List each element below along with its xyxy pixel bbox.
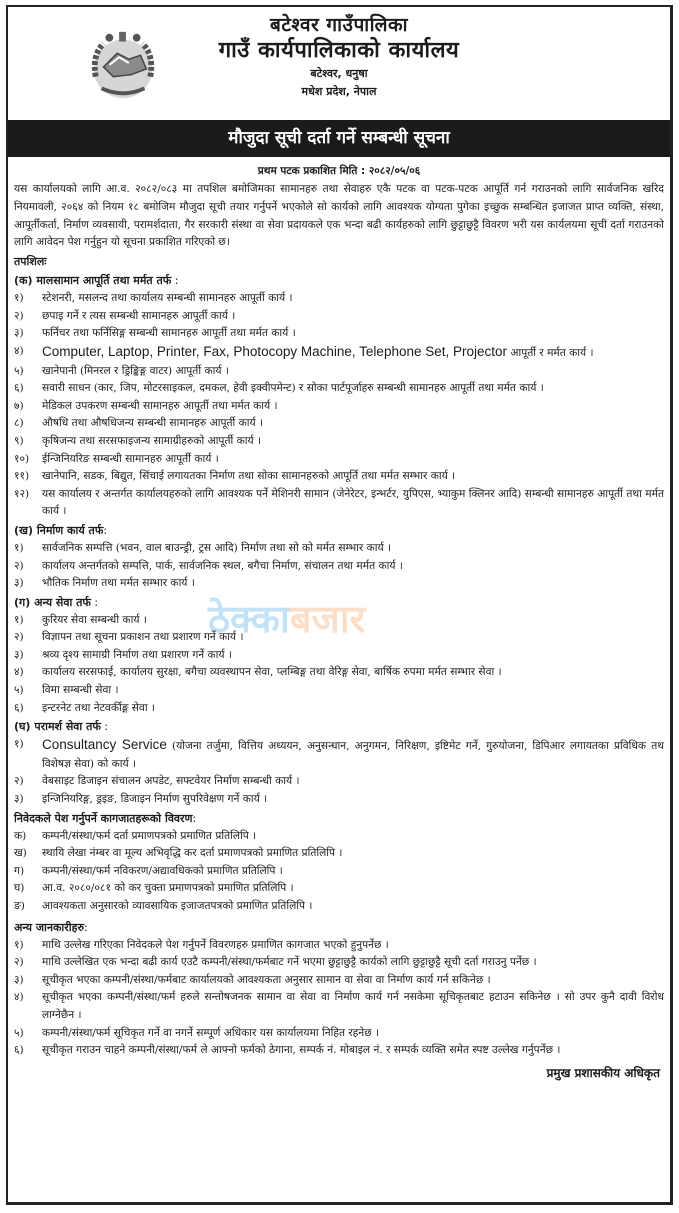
item-number: १): [14, 613, 24, 626]
list-item: [14, 791, 664, 809]
item-text: कम्पनी/संस्था/फर्म नविकरण/अद्यावधिकको प्रमाणित प्रतिलिपि ।: [42, 864, 283, 877]
item-number: ५): [14, 684, 24, 697]
item-text: इन्टरनेट तथा नेटवर्कीङ्ग सेवा ।: [42, 701, 155, 714]
section-heading: [14, 717, 664, 736]
item-text: खानेपानि, सडक, बिद्युत, सिंचाई लगायतका निर्माण तथा सोका सामानहरुको आपूर्ति तथा मर्मत सम्भार कार्य ।: [42, 470, 456, 483]
list-item: [14, 308, 664, 326]
item-number: १०): [14, 452, 30, 465]
item-text: स्टेशनरी, मसलन्द तथा कार्यालय सम्बन्धी सामानहरु आपूर्ती कार्य ।: [42, 292, 293, 305]
section-heading-colon: :: [103, 523, 108, 537]
watermark-part2: बजार: [289, 597, 366, 641]
item-nepali-text: आपूर्ती र मर्मत कार्य ।: [507, 346, 594, 359]
item-text: विमा सम्बन्धी सेवा ।: [42, 684, 119, 697]
item-text: मेडिकल उपकरण सम्बन्धी सामानहरु आपूर्ती तथा मर्मत कार्य ।: [42, 399, 278, 412]
public-notice: [6, 5, 673, 1205]
notice-header: [8, 7, 670, 120]
section-heading-colon: :: [171, 274, 179, 288]
list-item: [14, 558, 664, 576]
item-number: २): [14, 956, 24, 969]
item-text: ईन्जिनियरिङ सम्बन्धी सामानहरु आपूर्ती कार्य ।: [42, 452, 219, 465]
item-number: २): [14, 559, 24, 572]
item-number: ३): [14, 327, 24, 340]
list-item: [14, 363, 664, 381]
section-heading: [14, 521, 664, 540]
item-number: क): [14, 829, 27, 842]
item-number: १): [14, 292, 24, 305]
item-text: श्रव्य दृश्य सामाग्री निर्माण तथा प्रशारण गर्ने कार्य ।: [42, 648, 232, 661]
item-text: आ.व. २०८०/०८१ को कर चुक्ता प्रमाणपत्रको प्रमाणित प्रतिलिपि ।: [42, 882, 294, 895]
item-number: ५): [14, 364, 24, 377]
item-text: स्थायि लेखा नंम्बर वा मूल्य अभिवृद्धि कर दर्ता प्रमाणपत्रको प्रमाणित प्रतिलिपि ।: [42, 847, 343, 860]
item-number: ३): [14, 973, 24, 986]
item-number: २): [14, 631, 24, 644]
item-number: ९): [14, 434, 24, 447]
section-heading-text: (क) मालसामान आपूर्ति तथा मर्मत तर्फ: [14, 274, 172, 288]
item-number: ग): [14, 864, 25, 877]
item-text: कम्पनी/संस्था/फर्म सूचिकृत गर्ने वा नगर्ने सम्पूर्ण अधिकार यस कार्यालयमा निहित रहनेछ ।: [42, 1026, 379, 1039]
publication-date: प्रथम पटक प्रकाशित मिति : २०८२/०५/०६: [257, 165, 421, 177]
list-item: [14, 629, 664, 647]
list-item: [14, 575, 664, 593]
office-name: गाउँ कार्यपालिकाको कार्यालय: [218, 38, 460, 63]
item-number: ६): [14, 701, 24, 714]
section-heading-text: (घ) परामर्श सेवा तर्फ: [14, 720, 101, 734]
item-text: भौतिक निर्माण तथा मर्मत सम्भार कार्य ।: [42, 577, 195, 590]
list-item: [14, 664, 664, 682]
documents-list: [14, 828, 664, 916]
item-number: ३): [14, 793, 24, 806]
item-number: ङ): [14, 900, 25, 912]
section-heading-colon: :: [100, 720, 109, 734]
section-list: [14, 612, 664, 718]
list-item: [14, 937, 664, 955]
list-item: [14, 290, 664, 308]
item-text: औषधि तथा औषधिजन्य सम्बन्धी सामानहरु आपूर्ती कार्य ।: [42, 417, 264, 430]
other-info-heading-text: अन्य जानकारीहरु: [14, 920, 85, 934]
section-heading: [14, 593, 664, 612]
list-item: [14, 972, 664, 990]
section-heading-text: (ख) निर्माण कार्य तर्फ: [14, 523, 104, 537]
item-number: ७): [14, 399, 24, 412]
item-text: सवारी साधन (कार, जिप, मोटरसाइकल, दमकल, हेवी इक्वीपमेन्ट) र सोका पार्टपूर्जाहरु सम्बन्धी सामानहरु आपूर्ती तथा मर्मत कार्य ।: [42, 382, 544, 395]
item-text: कुरियर सेवा सम्बन्धी कार्य ।: [42, 613, 147, 626]
list-item: [14, 898, 664, 916]
item-text: विज्ञापन तथा सूचना प्रकाशन तथा प्रशारण गर्ने कार्य ।: [42, 631, 244, 644]
list-item: [14, 540, 664, 558]
item-number: १): [14, 738, 24, 751]
list-item: [14, 863, 664, 881]
item-number: ३): [14, 577, 24, 590]
documents-heading-text: निवेदकले पेश गर्नुपर्ने कागजातहरूको विवरण: [14, 811, 193, 825]
item-number: ११): [14, 470, 30, 483]
list-item: [14, 647, 664, 665]
schedule-sections: [14, 271, 664, 808]
watermark-part1: ठेक्का: [208, 597, 290, 641]
section-heading: [14, 271, 664, 290]
other-info-heading: [14, 918, 664, 937]
address-district: बटेश्वर, धनुषा: [310, 67, 368, 80]
notice-body: [8, 157, 670, 1084]
item-number: ६): [14, 382, 24, 395]
item-number: २): [14, 309, 24, 322]
section-heading-text: (ग) अन्य सेवा तर्फ: [14, 595, 91, 609]
list-item: [14, 989, 664, 1024]
documents-heading-colon: :: [192, 811, 197, 825]
section-list: [14, 736, 664, 808]
other-info-list: [14, 937, 664, 1060]
item-number: ४): [14, 991, 24, 1004]
item-number: २): [14, 775, 24, 788]
list-item: [14, 682, 664, 700]
item-number: १): [14, 541, 24, 554]
list-item: [14, 380, 664, 398]
item-text: कार्यालय अन्तर्गतको सम्पत्ति, पार्क, सार्वजनिक स्थल, बगैचा निर्माण, संचालन तथा मर्मत कार्य ।: [42, 559, 403, 572]
item-text: सूचीकृत गराउन चाहने कम्पनी/संस्था/फर्म ले आफ्नो फर्मको ठेगाना, सम्पर्क नं. मोबाइल नं. र सम्पर्क व्यक्ति समेत स्पष्ट उल्लेख गर्नुपर्नेछ ।: [42, 1044, 561, 1057]
item-english-text: Computer, Laptop, Printer, Fax, Photocopy Machine, Telephone Set, Projector: [42, 343, 508, 359]
section-list: [14, 290, 664, 521]
list-item: [14, 612, 664, 630]
documents-heading: [14, 809, 664, 828]
list-item: [14, 828, 664, 846]
item-text: कृषिजन्य तथा सरसफाइजन्य सामाग्रीहरुको आपूर्ती कार्य ।: [42, 434, 261, 447]
item-number: ६): [14, 1044, 24, 1057]
address-province: मधेश प्रदेश, नेपाल: [301, 85, 377, 98]
item-text: सूचीकृत भएका कम्पनी/संस्था/फर्मबाट कार्यालयको आवश्यकता अनुसार सामान वा सेवा वा निर्माण कार्य गर्न सकिनेछ ।: [42, 973, 491, 986]
item-text: सार्वजनिक सम्पत्ति (भवन, वाल बाउन्ड्री, ट्रस आदि) निर्माण तथा सो को मर्मत सम्भार कार्य ।: [42, 541, 392, 554]
item-nepali-text: (योजना तर्जुमा, वित्तिय अध्ययन, अनुसन्धान, अनुगमन, निरिक्षण, इष्टिमेट गर्ने, गुरुयोजना, डिपिआर लगायतका प्रविधिक तथ विशेषज्ञ सेवा) को कार्य ।: [42, 740, 664, 770]
item-text: छपाइ गर्ने र त्यस सम्बन्धी सामानहरु आपूर्ती कार्य ।: [42, 309, 236, 322]
list-item: [14, 415, 664, 433]
item-text: कार्यालय सरसफाई, कार्यालय सुरक्षा, बगैचा व्यवस्थापन सेवा, प्लम्बिङ्ग तथा वेरिङ्ग सेवा, बार्षिक रुपमा मर्मत सम्भार सेवा ।: [42, 666, 502, 679]
item-number: ४): [14, 344, 24, 357]
item-text: वेबसाइट डिजाइन संचालन अपडेट, सफ्टवेयर निर्माण सम्बन्धी कार्य ।: [42, 775, 300, 788]
item-text: [42, 343, 664, 363]
item-number: १): [14, 938, 24, 951]
item-number: ख): [14, 847, 27, 860]
list-item: [14, 1025, 664, 1043]
item-text: सूचीकृत भएका कम्पनी/संस्था/फर्म हरुले सन्तोषजनक सामान वा सेवा वा निर्माण कार्य गर्न नसकेमा सूचिकृतबाट हटाउन सकिनेछ । सो उपर कुनै दावी विरोध लाग्नेछैन ।: [42, 991, 664, 1021]
list-item: [14, 468, 664, 486]
section-heading-colon: :: [90, 595, 99, 609]
item-text: इन्जिनियरिङ्ग, ड्रइङ, डिजाइन निर्माण सुपरिवेक्षण गर्ने कार्य ।: [42, 793, 268, 806]
item-text: फर्निचर तथा फर्निसिङ्ग सम्बन्धी सामानहरु आपूर्ती तथा मर्मत कार्य ।: [42, 327, 296, 340]
item-text: माथि उल्लेख गरिएका निवेदकले पेश गर्नुपर्ने विवरणहरु प्रमाणित कागजात भएको हुनुपर्नेछ ।: [42, 938, 389, 951]
item-number: १२): [14, 487, 30, 500]
item-text: [42, 736, 664, 773]
item-number: ३): [14, 648, 24, 661]
section-list: [14, 540, 664, 593]
item-text: खानेपानी (मिनरल र ड्रिङ्किङ्ग वाटर) आपूर्ती कार्य ।: [42, 364, 229, 377]
intro-paragraph: यस कार्यालयको लागि आ.व. २०८२/०८३ मा तपशिल बमोजिमका सामानहरु तथा सेवाहरु एकै पटक वा पटक-पटक आपूर्ति गर्न गराउनको लागि सार्वजनिक खरिद नियमावली, २०६४ को नियम १८ बमोजिम मौजुदा सूची तयार गर्नुपर्ने भएकोले सो कार्यको लागि आवश्यक योग्यता पुगेका इच्छुक सम्बन्धित इजाजत प्राप्त व्यक्ति, संस्था, आपूर्तीकर्ता, निर्माण व्यवसायी, परामर्शदाता, गैर सरकारी संस्था वा सेवा प्रदायकले एक भन्दा बढी कार्यहरुको लागि छुट्टाछुट्टै विवरण भरी यस कार्यलयमा सूची दर्ता गराउनको लागि आवेदन पेश गर्नुहुन यो सूचना प्रकाशित गरिएको छ।: [14, 183, 664, 249]
list-item: [14, 773, 664, 791]
list-item: [14, 325, 664, 343]
municipality-name: बटेश्वर गाउँपालिका: [269, 14, 408, 36]
schedule-label: तपशिलः: [14, 255, 47, 269]
item-number: ४): [14, 666, 24, 679]
list-item: [14, 700, 664, 718]
list-item: [14, 845, 664, 863]
list-item: [14, 880, 664, 898]
list-item: [14, 954, 664, 972]
item-number: ८): [14, 417, 24, 430]
item-text: कम्पनी/संस्था/फर्म दर्ता प्रमाणपत्रको प्रमाणित प्रतिलिपि ।: [42, 829, 257, 842]
notice-title-banner: मौजुदा सूची दर्ता गर्ने सम्बन्धी सूचना: [8, 120, 670, 157]
list-item: [14, 433, 664, 451]
item-number: ५): [14, 1026, 24, 1039]
item-english-text: Consultancy Service: [42, 737, 167, 753]
list-item: [14, 1042, 664, 1060]
list-item: [14, 736, 664, 773]
item-text: आवश्यकता अनुसारको व्यावसायिक इजाजतपत्रको प्रमाणित प्रतिलिपि ।: [42, 900, 313, 912]
item-number: घ): [14, 882, 25, 895]
list-item: [14, 398, 664, 416]
list-item: [14, 486, 664, 521]
item-text: यस कार्यालय र अन्तर्गत कार्यालयहरुको लागि आवश्यक पर्ने मेशिनरी सामान (जेनेरेटर, इन्भर्टर, युपिएस, भ्याकुम क्लिनर आदि) सम्बन्धी सामानहरु आपूर्ती तथा मर्मत कार्य ।: [42, 487, 664, 518]
signature-title: प्रमुख प्रशासकीय अधिकृत: [546, 1065, 660, 1080]
list-item: [14, 343, 664, 363]
list-item: [14, 451, 664, 469]
item-text: माथि उल्लेखित एक भन्दा बढी कार्य एउटै कम्पनी/संस्था/फर्मबाट गर्ने भएमा छुट्टाछुट्टै कार्यको लागि छुट्टाछुट्टै सूची दर्ता गराउनु पर्नेछ ।: [42, 956, 537, 969]
other-info-heading-colon: :: [84, 920, 88, 934]
